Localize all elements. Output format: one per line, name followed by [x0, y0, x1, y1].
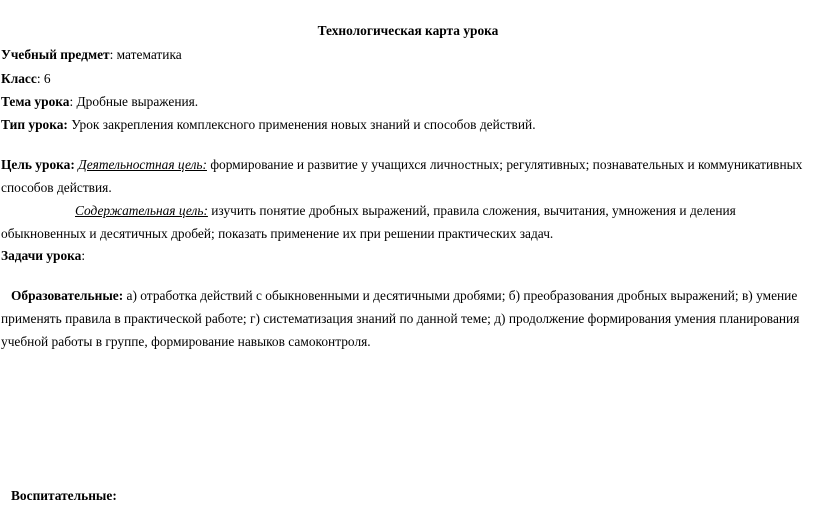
- activity-goal-continuation: способов действия.: [1, 180, 112, 195]
- content-goal-label: Содержательная цель:: [75, 203, 208, 218]
- lesson-type-line: [1, 117, 536, 133]
- educational-line: [11, 288, 797, 304]
- educational-continuation-1: применять правила в практической работе; г) систематизация знаний по данной теме; д) продолжение формирования умения планирования: [1, 311, 800, 326]
- content-goal-text: изучить понятие дробных выражений, правила сложения, вычитания, умножения и деления: [207, 203, 736, 218]
- lesson-type-label: Тип урока:: [1, 117, 68, 132]
- topic-label: Тема урока: [1, 94, 70, 109]
- topic-line: [1, 94, 198, 110]
- content-goal-continuation: обыкновенных и десятичных дробей; показать применение их при решении практических задач.: [1, 226, 554, 241]
- educational-continuation-2: учебной работы в группе, формирование навыков самоконтроля.: [1, 334, 371, 349]
- activity-goal-label: Деятельностная цель:: [78, 157, 207, 172]
- educational-text: а) отработка действий с обыкновенными и десятичными дробями; б) преобразования дробных выражений; в) умение: [123, 288, 798, 303]
- goal-label: Цель урока:: [1, 157, 75, 172]
- educational-label: Образовательные:: [11, 288, 124, 303]
- grade-label: Класс: [1, 71, 37, 86]
- tasks-colon: :: [81, 248, 86, 263]
- grade-line: [1, 71, 51, 87]
- document-title: Технологическая карта урока: [317, 23, 499, 38]
- upbringing-line: [11, 488, 117, 504]
- activity-goal-text: формирование и развитие у учащихся личностных; регулятивных; познавательных и коммуникативных: [206, 157, 803, 172]
- tasks-label: Задачи урока: [1, 248, 82, 263]
- upbringing-label: Воспитательные:: [11, 488, 117, 503]
- tasks-line: [1, 248, 85, 264]
- grade-value: : 6: [36, 71, 51, 86]
- subject-value: : математика: [109, 47, 182, 62]
- lesson-type-value: Урок закрепления комплексного применения новых знаний и способов действий.: [67, 117, 536, 132]
- content-goal-line: [75, 203, 736, 219]
- topic-value: : Дробные выражения.: [69, 94, 199, 109]
- goal-line: [1, 157, 802, 173]
- subject-label: Учебный предмет: [1, 47, 110, 62]
- subject-line: [1, 47, 182, 63]
